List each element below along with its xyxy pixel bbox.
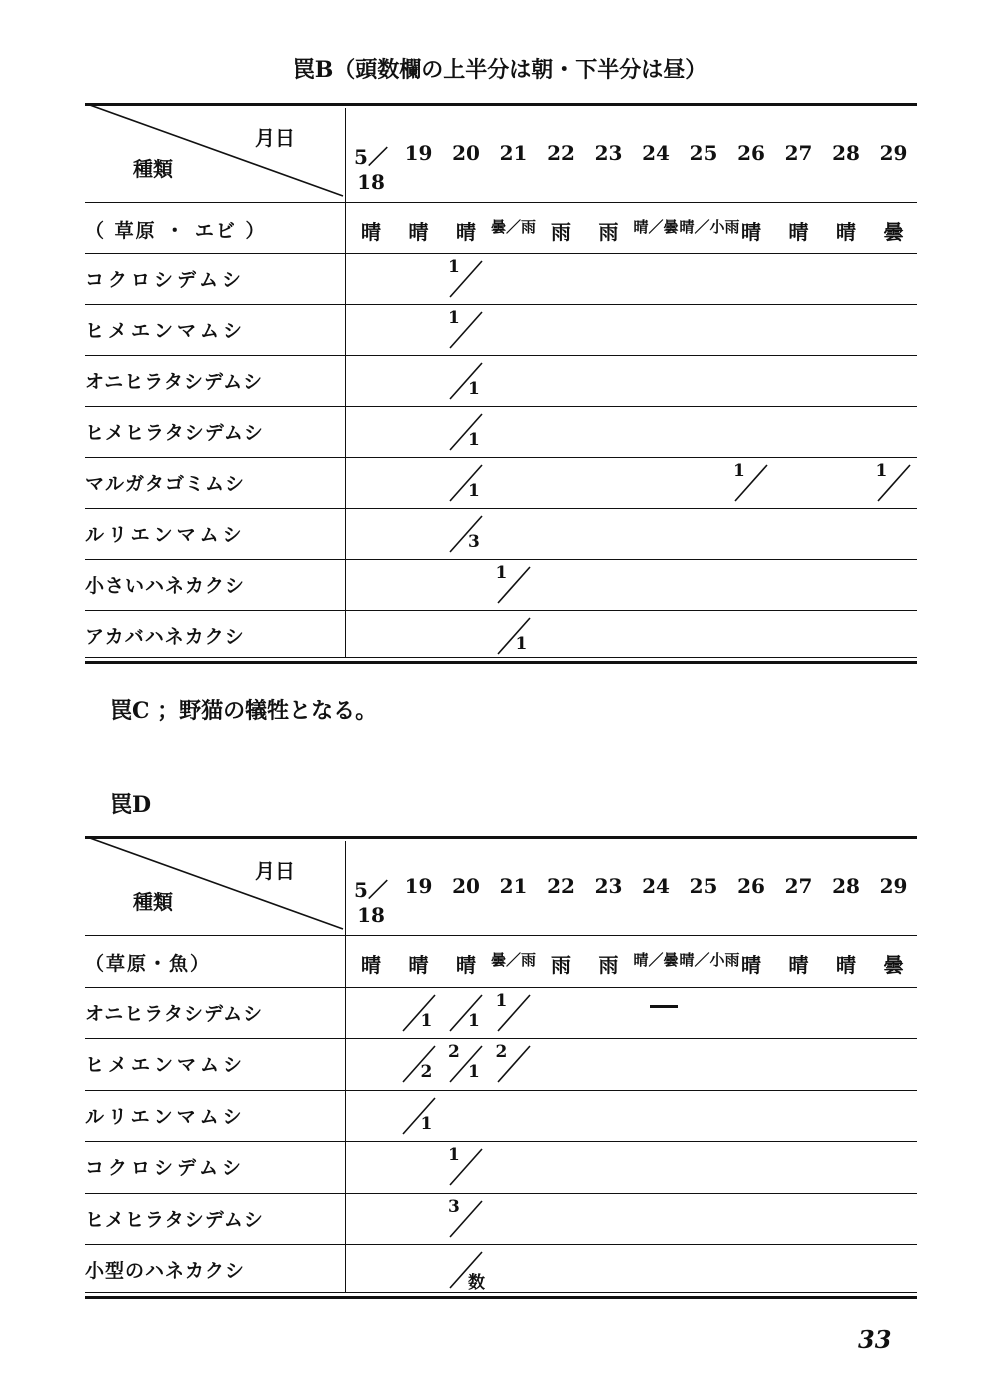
weather-3: 曇／雨 — [490, 218, 536, 236]
trap-d-title: 罠D — [110, 792, 152, 818]
row-rule — [85, 304, 917, 305]
pm-count: 1 — [468, 481, 480, 501]
weather-10: 晴 — [836, 220, 856, 244]
weather-1: 晴 — [408, 220, 429, 244]
am-pm-divider — [442, 410, 490, 454]
weather-6: 晴／曇 — [633, 951, 679, 969]
am-pm-divider — [442, 512, 490, 556]
date-9: 27 — [784, 140, 813, 165]
am-count: 1 — [733, 461, 745, 481]
row-rule — [85, 610, 917, 611]
date-3: 21 — [499, 140, 528, 165]
header-rule — [85, 935, 917, 936]
count-cell — [442, 991, 490, 1035]
pm-count: 1 — [468, 430, 480, 450]
species-2: オニヒラタシデムシ — [85, 371, 264, 393]
trap-d-table — [85, 833, 917, 1303]
row-rule — [85, 508, 917, 509]
am-count: 1 — [448, 1145, 460, 1165]
count-cell — [395, 1094, 443, 1138]
count-cell — [442, 308, 490, 352]
bottom-rule-1 — [85, 1292, 917, 1293]
am-count: 1 — [875, 461, 888, 481]
count-cell — [490, 563, 538, 607]
species-5: ルリエンマムシ — [85, 524, 246, 546]
am-count: 1 — [495, 563, 508, 583]
am-pm-divider — [442, 991, 490, 1035]
row-rule — [85, 1090, 917, 1091]
count-cell — [395, 1042, 443, 1086]
pm-count: 1 — [468, 1062, 480, 1082]
dash-mark — [650, 1005, 678, 1008]
bottom-rule-2 — [85, 661, 917, 664]
date-0: 5／18 — [354, 144, 388, 194]
species-1: ヒメエンマムシ — [85, 1054, 247, 1076]
header-rule — [85, 202, 917, 203]
count-cell — [442, 1197, 490, 1241]
weather-8: 晴 — [741, 953, 761, 977]
trap-b-table — [85, 100, 917, 670]
trap-c-note: 罠C ；野猫の犠牲となる。 — [110, 698, 378, 724]
species-7: アカバハネカクシ — [85, 626, 245, 648]
weather-8: 晴 — [741, 220, 761, 244]
species-5: 小型のハネカクシ — [85, 1260, 246, 1282]
date-8: 26 — [737, 140, 765, 165]
count-cell — [442, 512, 490, 556]
header-diagonal — [85, 833, 345, 935]
pm-count: 1 — [468, 1010, 480, 1031]
count-cell — [490, 1042, 538, 1086]
count-cell — [395, 991, 443, 1035]
weather-2: 晴 — [456, 220, 476, 244]
weather-2: 晴 — [456, 953, 476, 977]
species-4: ヒメヒラタシデムシ — [85, 1208, 264, 1231]
count-cell — [442, 1248, 490, 1292]
date-11: 29 — [879, 873, 908, 898]
date-0: 5／18 — [354, 877, 388, 927]
weather-6: 晴／曇 — [633, 218, 679, 236]
weather-4: 雨 — [551, 953, 571, 977]
date-7: 25 — [689, 140, 718, 165]
am-pm-divider — [442, 359, 490, 403]
date-4: 22 — [547, 873, 575, 898]
date-9: 27 — [784, 873, 813, 898]
species-3: コクロシデムシ — [85, 1157, 246, 1179]
count-cell — [442, 257, 490, 301]
count-cell — [490, 991, 538, 1035]
species-3: ヒメヒラタシデムシ — [85, 422, 264, 444]
date-6: 24 — [642, 873, 670, 898]
bait-label: （ 草原 ・ エビ ） — [85, 220, 267, 242]
row-rule — [85, 1141, 917, 1142]
header-date-label: 月日 — [255, 126, 295, 151]
weather-7: 晴／小雨 — [679, 951, 740, 969]
species-6: 小さいハネカクシ — [85, 575, 246, 597]
page-number: 33 — [858, 1325, 892, 1354]
weather-11: 曇 — [883, 953, 904, 977]
weather-11: 曇 — [883, 220, 904, 244]
pm-count: 1 — [420, 1113, 433, 1134]
am-count: 2 — [495, 1042, 508, 1062]
date-2: 20 — [452, 873, 480, 898]
header-date-label: 月日 — [255, 859, 295, 884]
label-divider — [345, 108, 346, 657]
header-diagonal — [85, 100, 345, 202]
am-pm-divider — [395, 1094, 443, 1138]
date-5: 23 — [594, 873, 623, 898]
count-cell — [870, 461, 918, 505]
row-rule — [85, 1244, 917, 1245]
count-cell — [490, 614, 538, 658]
weather-0: 晴 — [361, 953, 381, 977]
pm-count: 3 — [468, 532, 480, 552]
date-1: 19 — [404, 140, 433, 165]
diagonal-line — [87, 104, 343, 196]
count-cell — [727, 461, 775, 505]
weather-0: 晴 — [361, 220, 381, 244]
am-count: 1 — [448, 257, 460, 277]
pm-count: 2 — [420, 1062, 433, 1082]
header-kind-label: 種類 — [133, 890, 173, 915]
date-6: 24 — [642, 140, 670, 165]
weather-10: 晴 — [836, 953, 856, 977]
bottom-rule-2 — [85, 1296, 917, 1299]
am-pm-divider — [395, 991, 443, 1035]
row-rule — [85, 559, 917, 560]
date-2: 20 — [452, 140, 480, 165]
am-pm-divider — [395, 1042, 443, 1086]
species-0: コクロシデムシ — [85, 269, 246, 291]
weather-7: 晴／小雨 — [679, 218, 740, 236]
row-rule — [85, 1038, 917, 1039]
row-rule — [85, 1193, 917, 1194]
date-4: 22 — [547, 140, 575, 165]
bottom-rule-1 — [85, 657, 917, 658]
date-8: 26 — [737, 873, 765, 898]
weather-rule — [85, 253, 917, 254]
weather-9: 晴 — [788, 953, 809, 977]
pm-count: 1 — [420, 1010, 433, 1031]
diagonal-line — [87, 837, 343, 929]
label-divider — [345, 841, 346, 1292]
species-2: ルリエンマムシ — [85, 1105, 246, 1128]
trap-b-title: 罠B（頭数欄の上半分は朝・下半分は昼） — [292, 57, 708, 83]
date-11: 29 — [879, 140, 908, 165]
bait-label: （草原・魚） — [85, 953, 212, 975]
row-rule — [85, 355, 917, 356]
weather-5: 雨 — [598, 953, 619, 977]
pm-count: 1 — [515, 634, 528, 654]
header-kind-label: 種類 — [133, 157, 173, 182]
species-0: オニヒラタシデムシ — [85, 1002, 264, 1025]
row-rule — [85, 457, 917, 458]
pm-count: 数 — [468, 1273, 485, 1293]
am-pm-divider — [490, 614, 538, 658]
species-1: ヒメエンマムシ — [85, 320, 247, 342]
weather-3: 曇／雨 — [490, 951, 536, 969]
count-cell — [442, 1042, 490, 1086]
species-4: マルガタゴミムシ — [85, 473, 246, 495]
pm-count: 1 — [468, 379, 480, 399]
am-count: 3 — [448, 1196, 460, 1217]
am-pm-divider — [442, 461, 490, 505]
count-cell — [442, 410, 490, 454]
date-5: 23 — [594, 140, 623, 165]
date-7: 25 — [689, 873, 718, 898]
count-cell — [442, 359, 490, 403]
am-count: 2 — [448, 1042, 460, 1062]
weather-rule — [85, 987, 917, 988]
weather-5: 雨 — [598, 220, 619, 244]
weather-4: 雨 — [551, 220, 571, 244]
weather-9: 晴 — [788, 220, 809, 244]
weather-1: 晴 — [408, 953, 429, 977]
date-10: 28 — [832, 140, 860, 165]
row-rule — [85, 406, 917, 407]
count-cell — [442, 461, 490, 505]
am-count: 1 — [495, 990, 508, 1011]
date-3: 21 — [499, 873, 528, 898]
date-1: 19 — [404, 873, 433, 898]
date-10: 28 — [832, 873, 860, 898]
am-count: 1 — [448, 308, 460, 328]
count-cell — [442, 1145, 490, 1189]
